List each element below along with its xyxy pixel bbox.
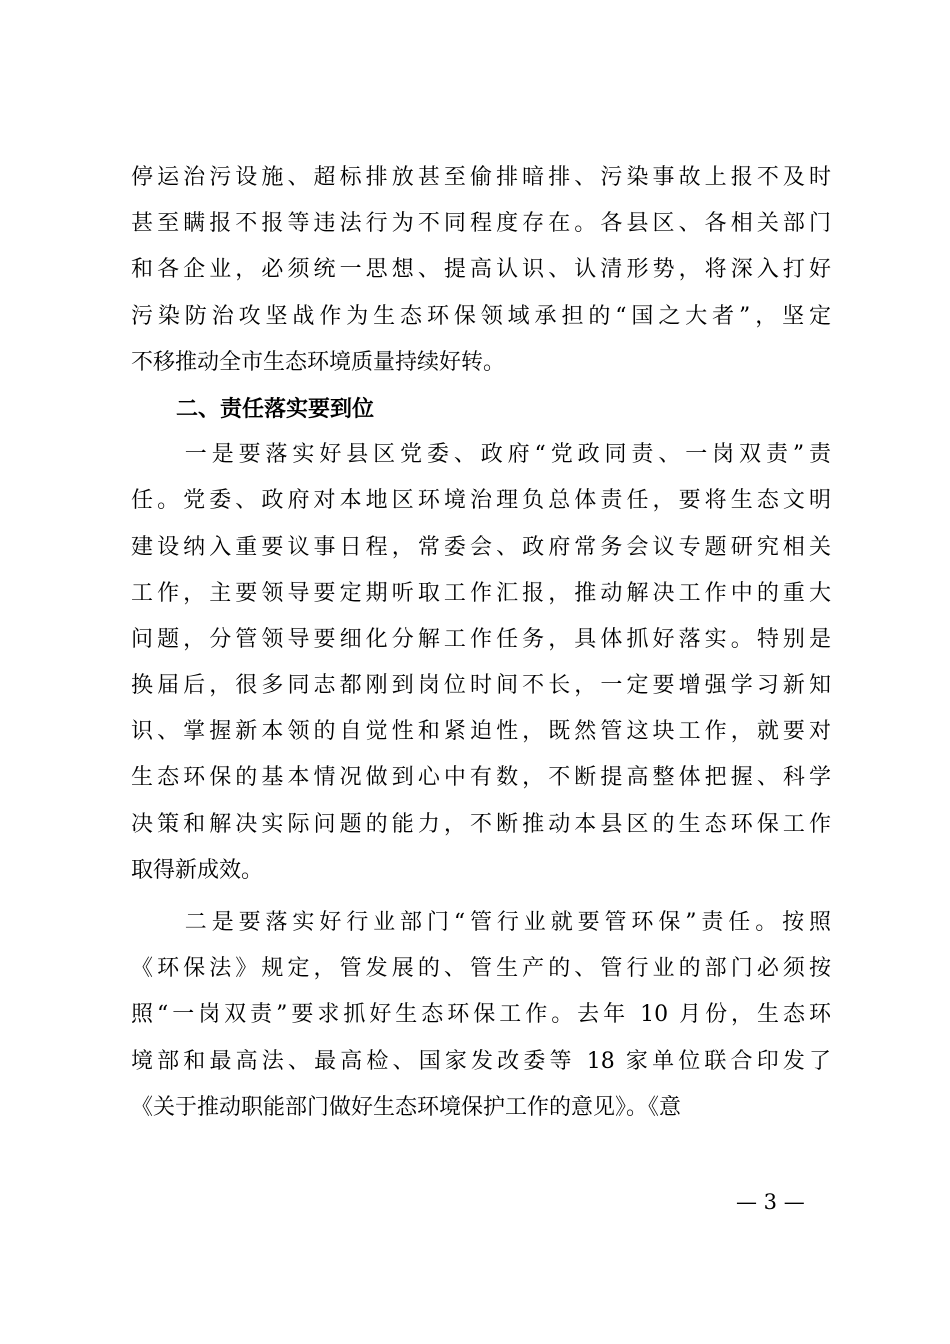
text-line: 不移推动全市生态环境质量持续好转。: [131, 349, 506, 375]
page-number: — 3 —: [736, 1190, 805, 1214]
text-line: 《关于推动职能部门做好生态环境保护工作的意见》。《意: [131, 1094, 682, 1120]
text-line: 生态环保的基本情况做到心中有数，不断提高整体把握、科学: [131, 765, 831, 791]
text-line: 工作，主要领导要定期听取工作汇报，推动解决工作中的重大: [131, 580, 831, 606]
text-line: 二是要落实好行业部门“管行业就要管环保”责任。按照: [131, 910, 831, 935]
text-line: 甚至瞒报不报等违法行为不同程度存在。各县区、各相关部门: [131, 211, 831, 237]
text-line: 识、掌握新本领的自觉性和紧迫性，既然管这块工作，就要对: [131, 719, 831, 745]
text-line: 照“一岗双责”要求抓好生态环保工作。去年 10 月份，生态环: [131, 1002, 831, 1028]
text-line: 换届后，很多同志都刚到岗位时间不长，一定要增强学习新知: [131, 673, 831, 699]
text-line: 问题，分管领导要细化分解工作任务，具体抓好落实。特别是: [131, 626, 831, 652]
document-body: [131, 155, 831, 1131]
text-line: 决策和解决实际问题的能力，不断推动本县区的生态环保工作: [131, 811, 831, 837]
section-heading: 二、责任落实要到位: [176, 395, 375, 422]
text-line: 和各企业，必须统一思想、提高认识、认清形势，将深入打好: [131, 257, 831, 283]
text-line: 取得新成效。: [131, 857, 264, 883]
paragraph: [131, 155, 831, 386]
text-line: 建设纳入重要议事日程，常委会、政府常务会议专题研究相关: [131, 534, 831, 560]
text-line: 任。党委、政府对本地区环境治理负总体责任，要将生态文明: [131, 488, 831, 514]
text-line: 境部和最高法、最高检、国家发改委等 18 家单位联合印发了: [131, 1048, 831, 1074]
paragraph: [131, 432, 831, 894]
paragraph: [131, 900, 831, 1131]
text-line: 停运治污设施、超标排放甚至偷排暗排、污染事故上报不及时: [131, 165, 831, 190]
text-line: 污染防治攻坚战作为生态环保领域承担的“国之大者”，坚定: [131, 303, 831, 329]
text-line: 《环保法》规定，管发展的、管生产的、管行业的部门必须按: [131, 956, 831, 982]
text-line: 一是要落实好县区党委、政府“党政同责、一岗双责”责: [131, 442, 831, 468]
